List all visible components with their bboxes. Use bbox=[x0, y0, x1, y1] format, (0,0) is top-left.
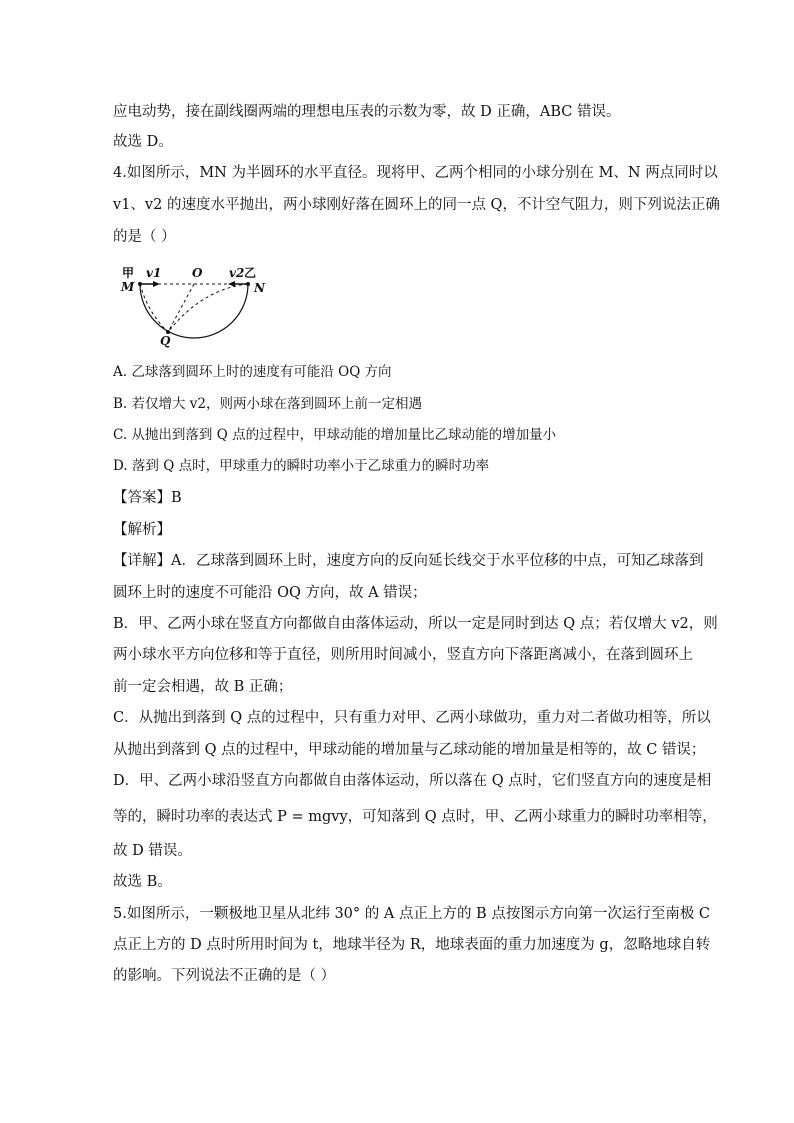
answer-label: 【答案】B bbox=[113, 490, 182, 506]
question-5-stem-line3: 的影响。下列说法不正确的是（ ） bbox=[113, 968, 336, 984]
option-b: B. 若仅增大 v2，则两小球在落到圆环上前一定相遇 bbox=[113, 396, 423, 412]
label-yi: 乙 bbox=[244, 266, 257, 280]
detail-line-2: 圆环上时的速度不可能沿 OQ 方向，故 A 错误； bbox=[113, 585, 427, 601]
detail-line-3: B．甲、乙两小球在竖直方向都做自由落体运动，所以一定是同时到达 Q 点；若仅增大 v2，则 bbox=[113, 616, 718, 632]
semicircle-arc bbox=[140, 284, 248, 338]
option-d: D. 落到 Q 点时，甲球重力的瞬时功率小于乙球重力的瞬时功率 bbox=[113, 458, 490, 474]
detail-line-1: 【详解】A．乙球落到圆环上时，速度方向的反向延长线交于水平位移的中点，可知乙球落到 bbox=[113, 553, 704, 569]
detail-line-4: 两小球水平方向位移和等于直径，则所用时间减小，竖直方向下落距离减小，在落到圆环上 bbox=[113, 647, 693, 663]
detail-line-6: C．从抛出到落到 Q 点的过程中，只有重力对甲、乙两小球做功，重力对二者做功相等，所以 bbox=[113, 710, 711, 726]
detail-line-7: 从抛出到落到 Q 点的过程中，甲球动能的增加量与乙球动能的增加量是相等的，故 C 错误； bbox=[113, 742, 706, 758]
line-q3-answer: 故选 D。 bbox=[113, 134, 173, 150]
v1-arrowhead bbox=[153, 281, 160, 287]
line-q3-conclusion: 应电动势，接在副线圈两端的理想电压表的示数为零，故 D 正确，ABC 错误。 bbox=[113, 104, 621, 120]
option-a: A. 乙球落到圆环上时的速度有可能沿 OQ 方向 bbox=[113, 364, 392, 380]
trajectory-jia bbox=[140, 284, 168, 332]
label-v2: v2 bbox=[229, 266, 245, 280]
label-q: Q bbox=[160, 334, 171, 348]
semicircle-diagram bbox=[112, 263, 282, 348]
question-5-stem-line1: 5.如图所示，一颗极地卫星从北纬 30° 的 A 点正上方的 B 点按图示方向第一次运行至南极 C bbox=[113, 906, 711, 922]
analysis-label: 【解析】 bbox=[113, 522, 171, 538]
question-4-stem-line2: v1、v2 的速度水平抛出，两小球刚好落在圆环上的同一点 Q，不计空气阻力，则下列说法正确 bbox=[113, 197, 720, 213]
label-m: M bbox=[121, 280, 135, 294]
label-v1: v1 bbox=[146, 266, 162, 280]
detail-line-10: 故 D 错误。 bbox=[113, 843, 192, 859]
trajectory-yi bbox=[168, 284, 248, 332]
point-m bbox=[138, 282, 142, 286]
label-o: O bbox=[192, 266, 203, 280]
detail-line-8: D．甲、乙两小球沿竖直方向都做自由落体运动，所以落在 Q 点时，它们竖直方向的速度是相 bbox=[113, 773, 712, 789]
question-5-stem-line2: 点正上方的 D 点时所用时间为 t，地球半径为 R，地球表面的重力加速度为 g，忽略地球自转 bbox=[113, 937, 711, 953]
question-4-stem-line1: 4.如图所示，MN 为半圆环的水平直径。现将甲、乙两个相同的小球分别在 M、N 两点同时以 bbox=[113, 165, 718, 181]
option-c: C. 从抛出到落到 Q 点的过程中，甲球动能的增加量比乙球动能的增加量小 bbox=[113, 427, 557, 443]
label-n: N bbox=[254, 281, 265, 295]
detail-line-5: 前一定会相遇，故 B 正确； bbox=[113, 679, 293, 695]
detail-line-11: 故选 B。 bbox=[113, 874, 172, 890]
label-jia: 甲 bbox=[122, 266, 135, 280]
detail-line-9: 等的，瞬时功率的表达式 P = mgvy，可知落到 Q 点时，甲、乙两小球重力的瞬时功率相等， bbox=[113, 809, 717, 825]
point-n bbox=[246, 282, 250, 286]
question-4-stem-line3: 的是（ ） bbox=[113, 229, 176, 245]
point-q bbox=[166, 330, 170, 334]
radius-oq bbox=[168, 284, 194, 332]
